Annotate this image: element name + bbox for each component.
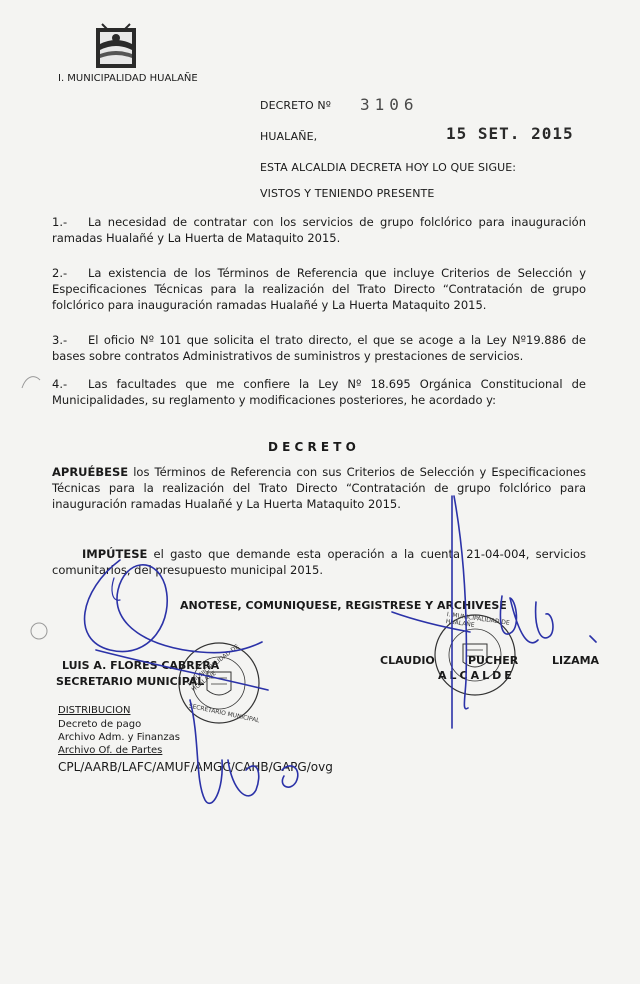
- place-label: HUALAÑE,: [260, 130, 318, 143]
- secretary-seal-bottom-text: SECRETARIO MUNICIPAL: [188, 702, 261, 725]
- decree-number-stamp: 3106: [360, 95, 419, 114]
- secretary-title: SECRETARIO MUNICIPAL: [56, 675, 205, 688]
- consideration-4: 4.- Las facultades que me confiere la Ley Nº 18.695 Orgánica Constitucional de Municipalidades, su reglamento y modificaciones posteriores, he acordado y:: [52, 377, 586, 407]
- closing-formula: ANOTESE, COMUNIQUESE, REGISTRESE Y ARCHIVESE: [180, 599, 507, 612]
- resolution-impute: IMPÚTESE el gasto que demande esta operación a la cuenta 21-04-004, servicios comunitarios, del presupuesto municipal 2015.: [52, 547, 586, 577]
- mayor-first-name: CLAUDIO: [380, 654, 435, 667]
- resolution-approve: APRUÉBESE los Términos de Referencia con sus Criterios de Selección y Especificaciones Técnicas para la realización del Trato Directo “Contratación de grupo folclórico para inauguración ramadas Hualañé y La Huerta Mataquito 2015.: [52, 465, 586, 511]
- distribution-item: Decreto de pago: [58, 719, 142, 730]
- distribution-item: Archivo Adm. y Finanzas: [58, 732, 180, 743]
- distribution-item: Archivo Of. de Partes: [58, 745, 163, 756]
- distribution-initials: CPL/AARB/LAFC/AMUF/AMGC/CAHB/GAPG/ovg: [58, 760, 333, 774]
- decree-label: DECRETO Nº: [260, 99, 331, 112]
- mayor-title: ALCALDE: [438, 669, 515, 682]
- mayor-seal-ring-text: I. MUNICIPALIDAD DE HUALAÑE: [445, 611, 511, 629]
- preamble: ESTA ALCALDIA DECRETA HOY LO QUE SIGUE:: [260, 161, 517, 174]
- margin-mark-icon: [20, 370, 42, 392]
- municipality-name: I. MUNICIPALIDAD HUALAÑE: [58, 73, 198, 84]
- margin-mark-icon: [28, 620, 50, 642]
- mayor-middle-name: PUCHER: [468, 654, 519, 667]
- consideration-2: 2.- La existencia de los Términos de Referencia que incluye Criterios de Selección y Especificaciones Técnicas para la realización del Trato Directo “Contratación de grupo folclórico para inauguración ramadas Hualañé y La Huerta Mataquito 2015.: [52, 266, 586, 312]
- decreto-title: D E C R E T O: [268, 440, 356, 454]
- consideration-3: 3.- El oficio Nº 101 que solicita el trato directo, el que se acoge a la Ley Nº19.886 de bases sobre contratos Administrativos de suministros y prestaciones de servicios.: [52, 333, 586, 363]
- distribution-title: DISTRIBUCION: [58, 705, 131, 716]
- mayor-last-name: LIZAMA: [552, 654, 600, 667]
- secretary-seal-ring-text: I. MUNICIPALIDAD DE HUALAÑE: [186, 643, 241, 694]
- secretary-name: LUIS A. FLORES CABRERA: [62, 659, 220, 672]
- consideration-1: 1.- La necesidad de contratar con los servicios de grupo folclórico para inauguración ramadas Hualañé y La Huerta de Mataquito 2015.: [52, 215, 586, 245]
- vistos-heading: VISTOS Y TENIENDO PRESENTE: [260, 187, 435, 200]
- date-stamp: 15 SET. 2015: [446, 124, 574, 143]
